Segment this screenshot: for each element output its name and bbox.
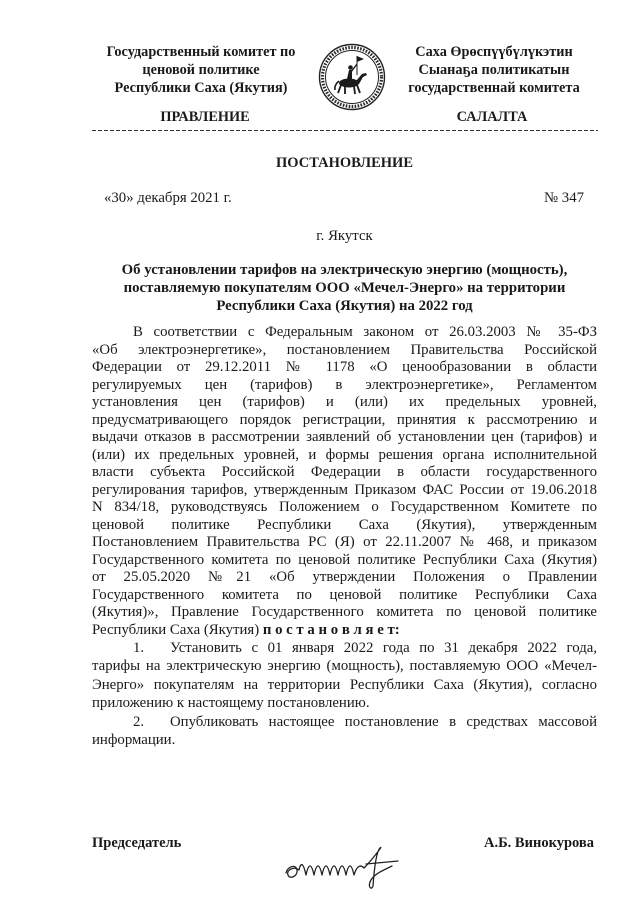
item-1: [92, 639, 597, 657]
paragraph-line: регулируемых цен (тарифов) в электроэнергетике», Регламентом: [92, 376, 597, 393]
handwritten-signature-icon: [280, 842, 410, 892]
paragraph-line: Постановлением Правительства РС (Я) от 22.11.2007 № 468, и приказом: [92, 534, 597, 550]
item-first-line: Опубликовать настоящее постановление в средствах массовой: [170, 713, 597, 730]
title-line: Республики Саха (Якутия) на 2022 год: [216, 298, 473, 314]
header-agency-sakha: [384, 43, 604, 97]
paragraph-line-text: Республики Саха (Якутия): [92, 621, 263, 638]
coat-of-arms-icon: [318, 43, 386, 111]
item-line: Энерго» покупателям на территории Республики Саха (Якутия), согласно: [92, 676, 597, 693]
header-right-line: Сыанаҕа политикатын: [418, 62, 570, 78]
document-date: «30» декабря 2021 г.: [104, 190, 232, 206]
item-2: [92, 713, 597, 731]
paragraph-line: (или) их предельных уровней, и формы решения органа исполнительной: [92, 446, 597, 463]
paragraph-line: выдачи отказов в рассмотрении заявлений об установлении цен (тарифов) и: [92, 429, 597, 445]
paragraph-line: регулирования тарифов, утвержденным Приказом ФАС России от 19.06.2018: [92, 481, 597, 498]
paragraph-line: Государственного комитета по ценовой политике Республики Саха: [92, 586, 597, 603]
item-line: информации.: [92, 731, 176, 748]
resolution-keyword: п о с т а н о в л я е т:: [262, 621, 400, 638]
signatory-name: А.Б. Винокурова: [484, 835, 594, 851]
dashed-divider: [92, 130, 598, 131]
paragraph-line: «Об электроэнергетике», постановлением Правительства Российской: [92, 341, 597, 358]
paragraph-line: власти субъекта Российской Федерации в области государственного: [92, 464, 597, 480]
paragraph-line: предусматривающего порядок регистрации, принятия к рассмотрению и: [92, 411, 597, 428]
item-line: приложению к настоящему постановлению.: [92, 695, 370, 712]
paragraph-line: N 834/18, руководствуясь Положением о Государственном Комитете по: [92, 499, 597, 515]
item-first-line: Установить с 01 января 2022 года по 31 декабря 2022 года,: [170, 640, 597, 656]
header-right-line: государственнай комитета: [408, 80, 580, 96]
header-left-line: ценовой политике: [142, 62, 260, 78]
paragraph-line: В соответствии с Федеральным законом от 26.03.2003 № 35-ФЗ: [133, 324, 597, 340]
paragraph-line: (Якутия)», Правление Государственного комитета по ценовой политике: [92, 604, 597, 620]
item-line: тарифы на электрическую энергию (мощность), поставляемую ООО «Мечел-: [92, 658, 597, 675]
document-title: [92, 261, 597, 315]
paragraph-line: от 25.05.2020 №21 «Об утверждении Положения о Правлении: [92, 569, 597, 585]
item-number: 2.: [133, 713, 145, 730]
preamble-paragraph: [92, 324, 597, 639]
title-line: поставляемую покупателям ООО «Мечел-Энерго» на территории: [123, 280, 566, 296]
paragraph-line: ценовой политике Республики Саха (Якутия), утвержденным: [92, 516, 597, 533]
header-board-ru: ПРАВЛЕНИЕ: [160, 109, 250, 125]
header-agency-ru: [91, 43, 311, 97]
paragraph-line: Государственного комитета по ценовой политике Республики Саха (Якутия): [92, 551, 597, 568]
resolution-items: [92, 639, 597, 749]
document-kind: ПОСТАНОВЛЕНИЕ: [275, 155, 413, 171]
document-number: № 347: [543, 190, 584, 206]
header-left-line: Государственный комитет по: [106, 44, 296, 60]
paragraph-line: установления цен (тарифов) и (или) их предельных уровней,: [92, 394, 597, 410]
title-line: Об установлении тарифов на электрическую энергию (мощность),: [121, 262, 568, 278]
signatory-position: Председатель: [92, 835, 182, 851]
header-left-line: Республики Саха (Якутия): [114, 80, 288, 96]
document-place: г. Якутск: [316, 228, 373, 244]
signature-stroke: [286, 847, 392, 888]
header-right-line: Саха Өрөспүүбүлүкэтин: [415, 44, 573, 60]
header-board-sakha: САЛАЛТА: [456, 109, 528, 125]
paragraph-line: Федерации от 29.12.2011 № 1178 «О ценообразовании в области: [92, 359, 597, 375]
paragraph-last-line: [92, 622, 597, 640]
item-number: 1.: [133, 640, 145, 656]
